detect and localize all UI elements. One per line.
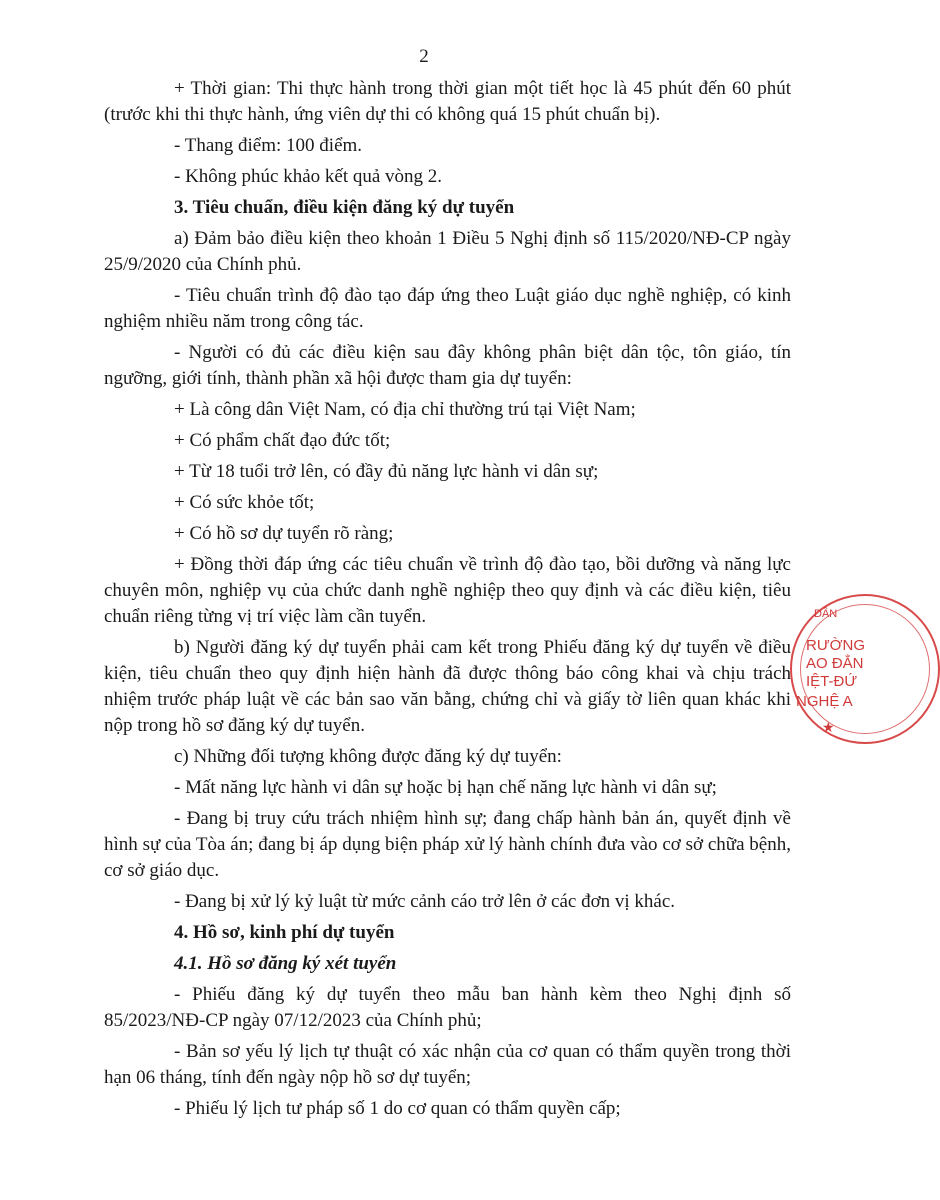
paragraph: + Có phẩm chất đạo đức tốt; xyxy=(174,430,391,451)
paragraph: + Có hồ sơ dự tuyển rõ ràng; xyxy=(174,523,394,544)
page-number: 2 xyxy=(419,46,429,67)
paragraph: - Không phúc khảo kết quả vòng 2. xyxy=(174,166,443,187)
paragraph: - Đang bị xử lý kỷ luật từ mức cảnh cáo trở lên ở các đơn vị khác. xyxy=(174,891,676,912)
subsection-heading: 4.1. Hồ sơ đăng ký xét tuyển xyxy=(174,953,397,974)
seal-text: RƯỜNG xyxy=(806,637,866,654)
paragraph: - Mất năng lực hành vi dân sự hoặc bị hạn chế năng lực hành vi dân sự; xyxy=(174,777,717,798)
paragraph: + Từ 18 tuổi trở lên, có đầy đủ năng lực hành vi dân sự; xyxy=(174,461,599,482)
paragraph: c) Những đối tượng không được đăng ký dự tuyển: xyxy=(174,746,562,767)
section-heading: 3. Tiêu chuẩn, điều kiện đăng ký dự tuyển xyxy=(174,197,515,218)
paragraph: + Là công dân Việt Nam, có địa chỉ thường trú tại Việt Nam; xyxy=(174,399,636,420)
section-heading: 4. Hồ sơ, kinh phí dự tuyển xyxy=(174,922,395,943)
paragraph: b) Người đăng ký dự tuyển phải cam kết trong Phiếu đăng ký dự tuyển về điều kiện, tiêu chuẩn theo quy định hiện hành đã được thông báo công khai và chịu trách nhiệm trước pháp luật về các bản sao văn bằng, chứng chỉ và giấy tờ liên quan khác khi nộp trong hồ sơ đăng ký dự tuyển. xyxy=(104,637,791,736)
paragraph: + Có sức khỏe tốt; xyxy=(174,492,315,513)
paragraph: - Phiếu lý lịch tư pháp số 1 do cơ quan có thẩm quyền cấp; xyxy=(174,1098,621,1119)
paragraph: - Thang điểm: 100 điểm. xyxy=(174,135,363,156)
seal-text: IỆT-ĐỨ xyxy=(806,673,858,690)
paragraph: - Đang bị truy cứu trách nhiệm hình sự; đang chấp hành bản án, quyết định về hình sự của Tòa án; đang bị áp dụng biện pháp xử lý hành chính đưa vào cơ sở chữa bệnh, cơ sở giáo dục. xyxy=(104,808,791,881)
paragraph: - Tiêu chuẩn trình độ đào tạo đáp ứng theo Luật giáo dục nghề nghiệp, có kinh nghiệm nhiều năm trong công tác. xyxy=(104,285,791,332)
red-seal-stamp xyxy=(790,594,940,744)
seal-text: AO ĐẲN xyxy=(806,655,864,672)
seal-text: NGHỆ A xyxy=(796,693,853,710)
star-icon: ★ xyxy=(822,721,835,736)
paragraph: + Thời gian: Thi thực hành trong thời gian một tiết học là 45 phút đến 60 phút (trước khi thi thực hành, ứng viên dự thi có không quá 15 phút chuẩn bị). xyxy=(104,78,791,125)
document-body xyxy=(104,76,791,1127)
paragraph: a) Đảm bảo điều kiện theo khoản 1 Điều 5 Nghị định số 115/2020/NĐ-CP ngày 25/9/2020 của Chính phủ. xyxy=(104,228,791,275)
paragraph: - Bản sơ yếu lý lịch tự thuật có xác nhận của cơ quan có thẩm quyền trong thời hạn 06 tháng, tính đến ngày nộp hồ sơ dự tuyển; xyxy=(104,1041,791,1088)
paragraph: - Người có đủ các điều kiện sau đây không phân biệt dân tộc, tôn giáo, tín ngưỡng, giới tính, thành phần xã hội được tham gia dự tuyển: xyxy=(104,342,791,389)
paragraph: - Phiếu đăng ký dự tuyển theo mẫu ban hành kèm theo Nghị định số 85/2023/NĐ-CP ngày 07/12/2023 của Chính phủ; xyxy=(104,984,791,1031)
seal-text: DÂN xyxy=(814,608,838,620)
paragraph: + Đồng thời đáp ứng các tiêu chuẩn về trình độ đào tạo, bồi dưỡng và năng lực chuyên môn, nghiệp vụ của chức danh nghề nghiệp theo quy định và các điều kiện, tiêu chuẩn riêng từng vị trí việc làm cần tuyển. xyxy=(104,554,791,627)
